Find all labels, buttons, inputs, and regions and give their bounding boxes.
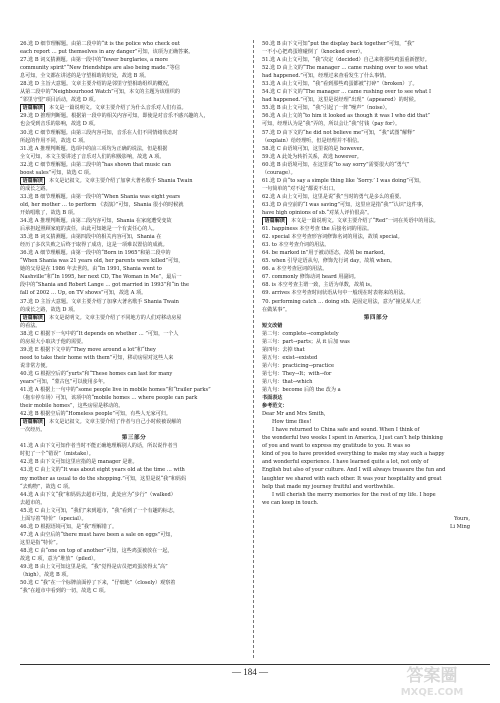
left-text-line: 去超市的。 [20, 499, 46, 506]
right-text-line: 第七句：They→It；with→for [262, 370, 332, 377]
right-text-line: 66. a 本空考查冠词的用法。 [262, 266, 328, 273]
right-text-line: 书面表达 [262, 395, 283, 402]
left-text-line [20, 418, 248, 426]
left-text-line: 26.选 D 细节理解题。由第二段中的“it is the police who check out [20, 41, 180, 47]
right-text-line: 50.选 B 由下文可知“put the display back together”可知，“我” [262, 41, 415, 47]
left-column [20, 40, 248, 660]
left-text-line: need to take their home with them”可知，移动房屋对这些人来 [20, 354, 174, 361]
left-text-line: 第三部分 [121, 435, 147, 442]
right-text-line: 59.选 A 此处为转折关系，故选 however。 [262, 153, 362, 160]
right-text-line [262, 217, 490, 225]
right-text-line: 62.选 A 由上文可知，这里是说“我”当时的勇气是多么的重要。 [262, 193, 405, 200]
right-text-line: 第五句：exist→existed [262, 354, 318, 361]
left-text-line: years”可知，“蒙古包”可以使用多年。 [20, 378, 109, 385]
left-text-line: 41.选 A 根据上一句中的“some people live in mobile homes”和“trailer parks” [20, 387, 211, 394]
left-text-line: 经历了多次失败之后终于取得了成功，这是一项难以置信的成就。 [20, 242, 168, 249]
section-label-box: 语篇解读 [20, 418, 45, 426]
line-text: 本文是说明文。文章主要介绍了不同地方的人们对移动房屋 [47, 314, 182, 321]
left-text-line: 的看法。 [20, 322, 41, 329]
right-text-line: 67. commonly 修饰动词 heard 用副词。 [262, 274, 359, 281]
left-text-line: 故选 C 项，意为“堆放”（piled）。 [20, 556, 99, 562]
right-text-line: 57.选 D 由下文的“he did not believe me”可知，“我”试图“解释” [262, 129, 415, 136]
left-text-line: 32.选 C 细节理解题。由第二段中的“has shown that music can [20, 161, 171, 168]
left-text-line: 34.选 A 推理判断题。由第二段内容可知，Shania 在家庭遭受变故 [20, 218, 172, 225]
left-text-line: 全文可知，本文主要讲述了音乐对人们的积极影响，故选 A 项。 [20, 153, 165, 160]
left-text-line: 37.选 D 主旨大意题。文章主要介绍了加拿大著名歌手 Shania Twain [20, 298, 179, 305]
left-text-line: 50.选 C “我”在一个标牌前面停了下来，“仔细地”（closely）观察着 [20, 580, 176, 587]
right-text-line: 可知，经理认为是“我”弄的，所以会让“我”付钱（pay for）。 [262, 121, 401, 128]
left-text-line [20, 104, 248, 112]
right-text-line: and wonderful experience. I have learned quite a lot, not only of [262, 459, 429, 466]
right-text-line: 一句简单的“对不起”都说不出口。 [262, 185, 339, 192]
right-text-line: 69. arrives 本空考查时间状语从句中一般现在时表将来的用法。 [262, 290, 409, 297]
right-text-line: of you and want to express my gratitude to you. It was so [262, 443, 411, 450]
line-text: 本文是一篇说明文。文章主要介绍了为什么音乐对人们有益。 [47, 105, 187, 112]
left-text-line: Nashville”和“In 1995, her next CD, The Woman in Me”，最后一 [20, 274, 182, 281]
right-text-line: 第九句：become 后的 the 改为 a [262, 387, 341, 394]
left-text-line: 27.选 B 词义猜测题。由第一段中的“fewer burglaries, a more [20, 57, 169, 64]
right-text-line: 53.选 A 由上文可知，“我”看到那些鸡蛋都被“打碎”（broken）了。 [262, 81, 418, 88]
left-text-line: community spirit”“New friendships are also being made.”等信 [20, 65, 180, 72]
right-text-line: 第四句：去掉 that [262, 346, 305, 353]
right-text-line: 63. to 本空考查介词的用法。 [262, 242, 330, 249]
right-text-line: 56.选 A 由上文的“to him it looked as though it was I who did that” [262, 113, 430, 120]
left-text-line: 38.选 C 根据下一句中的“It depends on whether … ”可知，一个人 [20, 330, 179, 337]
left-text-line: old, her mother … to perform 《表演》”可知，Shania 很小的时候就 [20, 201, 184, 208]
left-text-line: 43.选 C 由上文的“It was about eight years old at the time … with [20, 467, 185, 474]
right-text-line: （explain）给经理听，但是经理并不相信。 [262, 137, 363, 144]
left-text-line: 30.选 C 细节理解题。由第三段内容可知，音乐在人们不同情绪状态时 [20, 129, 178, 136]
left-text-line [20, 314, 248, 322]
right-text-line: I have returned to China safe and sound. When I think of [272, 427, 420, 434]
left-text-line: 47.选 A 由空后的“there must have been a sale on eggs”可知， [20, 531, 176, 538]
left-text-line: “邻里守望”项目活动，故选 D 项。 [20, 97, 99, 104]
right-text-line: 54.选 C 由下文的“The manager … came rushing over to see what I [262, 89, 431, 96]
right-text-line [262, 507, 490, 515]
left-text-line: 的成长之路。 [20, 185, 51, 192]
left-text-line: 46.选 D 根据语境可知，是“我”理解错了。 [20, 523, 118, 530]
left-text-line: （拖车停车场）可知，该项中的“mobile homes … where people can park [20, 395, 198, 402]
right-text-line: we can keep in touch. [262, 499, 319, 506]
right-text-line: 60.选 B 由语境可知，在这里说“to say sorry”需要很大的“勇气” [262, 161, 410, 168]
left-text-line: 说非常方便。 [20, 362, 51, 369]
section-label-box: 语篇解读 [20, 104, 45, 112]
right-text-line: 第八句：that→which [262, 378, 313, 385]
line-text: 本文是记叙文。文章主要介绍了加拿大著名歌手 Shania Twain [47, 177, 193, 184]
right-text-line: 51.选 A 由上文可知，“我”决定（decided）自己来将那些鸡蛋重新摆好。 [262, 57, 430, 64]
left-text-line: 42.选 B 根据空后的“Homeless people”可知，有些人无家可归。 [20, 411, 171, 418]
right-text-line: （courage）。 [262, 169, 296, 176]
left-text-line: my mother as usual to do the shopping.”可知，这里是说“我”和妈妈 [20, 475, 187, 482]
right-text-line: 64. be marked in”用于被动语态，故填 be marked。 [262, 250, 389, 257]
left-text-line: 28.选 D 主旨大意题。文章主要介绍的是邻里守望相助组织的概况， [20, 81, 173, 88]
left-text-line: their mobile homes”，这些房屋是移动的。 [20, 403, 124, 410]
right-text-line: Dear Mr and Mrs Smith, [262, 411, 326, 418]
left-text-line: 所起的作用不同，故选 C 项。 [20, 137, 89, 144]
left-text-line: 36.选 A 细节理解题。由第一段中的“Born in 1965”和第二段中的 [20, 250, 171, 257]
right-text-line: had happened.”可知，这里是说经理“出现”（appeared）的时候。 [262, 97, 419, 104]
left-text-line: 也会受到音乐的影响，故选 D 项。 [20, 121, 99, 128]
left-text-line: fall of 2002 … Up, on TV shows”可知，故选 A 项。 [20, 290, 147, 297]
left-text-line: 41.选 A 由下文可知作者当时不能正确地理解别人的话，所以说作者当 [20, 443, 178, 450]
section-label-box: 语篇解读 [20, 314, 45, 322]
right-text-line: kind of you to have provided everything to make my stay such a happy [262, 451, 445, 458]
left-text-line: 后承担起照顾家庭的责任，由此可知她是一个有责任心的人。 [20, 226, 158, 233]
right-text-line: 61. happiness 本空考查 the 后接名词的用法。 [262, 226, 373, 233]
left-text-line: 39.选 E 根据下文中的“They move around a lot”和“they [20, 346, 156, 353]
right-text-line: have high opinions of sb.“对某人评价很高”。 [262, 209, 373, 216]
left-text-line: 时犯了一个“错误”（mistake）。 [20, 451, 94, 458]
left-text-line: each report … put themselves in any danger”可知，该项为正确答案。 [20, 49, 194, 56]
left-text-line: 35.选 B 词义猜测题。由第四段中的相关内容可知，Shania 在 [20, 234, 162, 241]
line-text: 本文是记叙文。文章主要介绍了作者与自己小时候被误解的 [47, 419, 182, 426]
section-label-box: 语篇解读 [20, 177, 45, 185]
left-text-line: 的成长之路，故选 D 项。 [20, 306, 79, 313]
right-text-line: 68. is 本空考查主谓一致，主语为单数，故填 is。 [262, 282, 376, 289]
right-text-line: 一不小心把鸡蛋堆碰倒了（knocked over）。 [262, 49, 366, 56]
column-divider [253, 40, 254, 658]
left-text-line: 息可知，全文都在讲述的是守望相助的好处，故选 B 项。 [20, 73, 150, 80]
right-text-line: 61.选 D 由“to say a simple thing like ‘Sorry.’ I was doing”可知， [262, 177, 425, 184]
right-text-line: 58.选 C 由语境可知，这里说的是 however。 [262, 145, 368, 152]
right-text-line: I will cherish the merry memories for the rest of my life. I hope [272, 491, 436, 498]
right-text-line: 65. when 引导定语从句，修饰先行词 day，故填 when。 [262, 258, 396, 265]
left-text-line: 49.选 B 由上文可知这里是说，“我”觉得是店员把鸡蛋放得太“高” [20, 564, 168, 571]
right-text-line: 70. performing catch … doing sth. 是固定用法，意为“撞见某人正 [262, 298, 421, 305]
left-text-line: 33.选 B 细节理解题。由第一段中的“When Shania was eight years [20, 193, 181, 200]
left-text-line [20, 177, 248, 185]
left-text-line: 44.选 A 由下文“我”和妈妈去超市可知，此处应为“步行”（walked） [20, 491, 176, 498]
right-text-line: 63.选 D 由空前的“I was saving”可知，这里应是指“我”“认识”这件事， [262, 201, 427, 208]
line-text: 本文是一篇说明文。文章主要介绍了“Red”一词在英语中的用法。 [289, 218, 439, 225]
left-text-line: 40.选 G 根据空后的“yurts”和“These homes can last for many [20, 370, 173, 377]
watermark-line1: 答案圈 [406, 666, 458, 686]
left-text-line: 45.选 C 由上文可知，“我们”来到超市，“我”看到了一个有趣的标志， [20, 507, 179, 514]
page-number: — 184 — [232, 667, 268, 677]
left-text-line: 她的父母是在 1986 年去世的。由“In 1991, Shania went to [20, 266, 162, 273]
watermark-logo [372, 661, 492, 699]
right-text-line: the wonderful two weeks I spent in America, I just can’t help thinking [262, 435, 443, 442]
left-text-line: “When Shania was 21 years old, her parents were killed”可知， [20, 258, 184, 265]
left-text-line: 段中的“Shania and Robert Lange … got married in 1993”和“in the [20, 282, 189, 289]
right-text-line: 第六句：practicing→practice [262, 362, 335, 369]
right-text-line: 第二句：complete→completely [262, 330, 339, 337]
right-text-line: 参考范文： [262, 403, 288, 410]
right-text-line: 62. special 本空考查形容词修饰名词的用法，故填 special。 [262, 234, 403, 241]
left-text-line: 29.选 D 推理判断题。根据第一段中的相关内容可知，即使是对音乐不感兴趣的人， [20, 113, 209, 120]
right-text-line: 55.选 B 由上文可知，“我”引起了一阵“噪声”（noise）。 [262, 105, 391, 112]
left-text-line: 上面写着“特价”（special）。 [20, 515, 87, 522]
right-text-line: 在做某事”。 [262, 306, 291, 313]
right-text-line: How time flies! [272, 419, 312, 426]
right-text-line: help that made my journey fruitful and worthwhile. [262, 483, 395, 490]
left-text-line: 的房屋大小取决于他的需要。 [20, 338, 87, 345]
left-text-line: （high），故选 B 项。 [20, 572, 72, 579]
section-label-box: 语篇解读 [262, 217, 287, 225]
right-text-line: 第四部分 [363, 314, 389, 321]
right-column [262, 40, 490, 660]
right-text-line: Yours, [454, 515, 470, 522]
left-text-line: boost sales”可知，故选 C 项。 [20, 169, 94, 176]
right-text-line: Li Ming [449, 523, 470, 530]
left-text-line: 这里是指“特价”。 [20, 539, 61, 546]
left-text-line: “去购物”，故选 C 项。 [20, 483, 74, 490]
left-text-line: 31.选 A 推理判断题。选项中的前三项均为正确的说法，但是根据 [20, 145, 168, 152]
left-text-line: 开始唱歌了，故选 B 项。 [20, 209, 78, 216]
right-text-line: English but also of your culture. And I will always treasure the fun and [262, 467, 446, 474]
left-text-line: 48.选 C 由“one on top of another”可知，这些鸡蛋被放在一起， [20, 547, 173, 554]
watermark-line2: MXQE.COM [400, 687, 464, 698]
right-text-line: laughter we shared with each other. It was your hospitality and great [262, 475, 442, 482]
left-text-line: 一次经历。 [20, 427, 46, 434]
right-text-line: had happened.”可知，经理过来查看发生了什么事情。 [262, 73, 390, 80]
left-text-line: 42.选 B 由下文可知这里应指的是 manager 是谁。 [20, 459, 138, 466]
right-text-line: 52.选 D 由上文的“The manager … came rushing over to see what [262, 65, 428, 72]
left-text-line: 从第二段中的“Neighbourhood Watch”可知，本文的主题为该组织的 [20, 89, 180, 96]
left-text-line: “我”在超市中看到的一切，故选 C 项。 [20, 588, 109, 595]
right-text-line: 第三句：part→parts；从 it 后加 was [262, 338, 350, 345]
right-text-line: 短文改错 [262, 322, 283, 329]
